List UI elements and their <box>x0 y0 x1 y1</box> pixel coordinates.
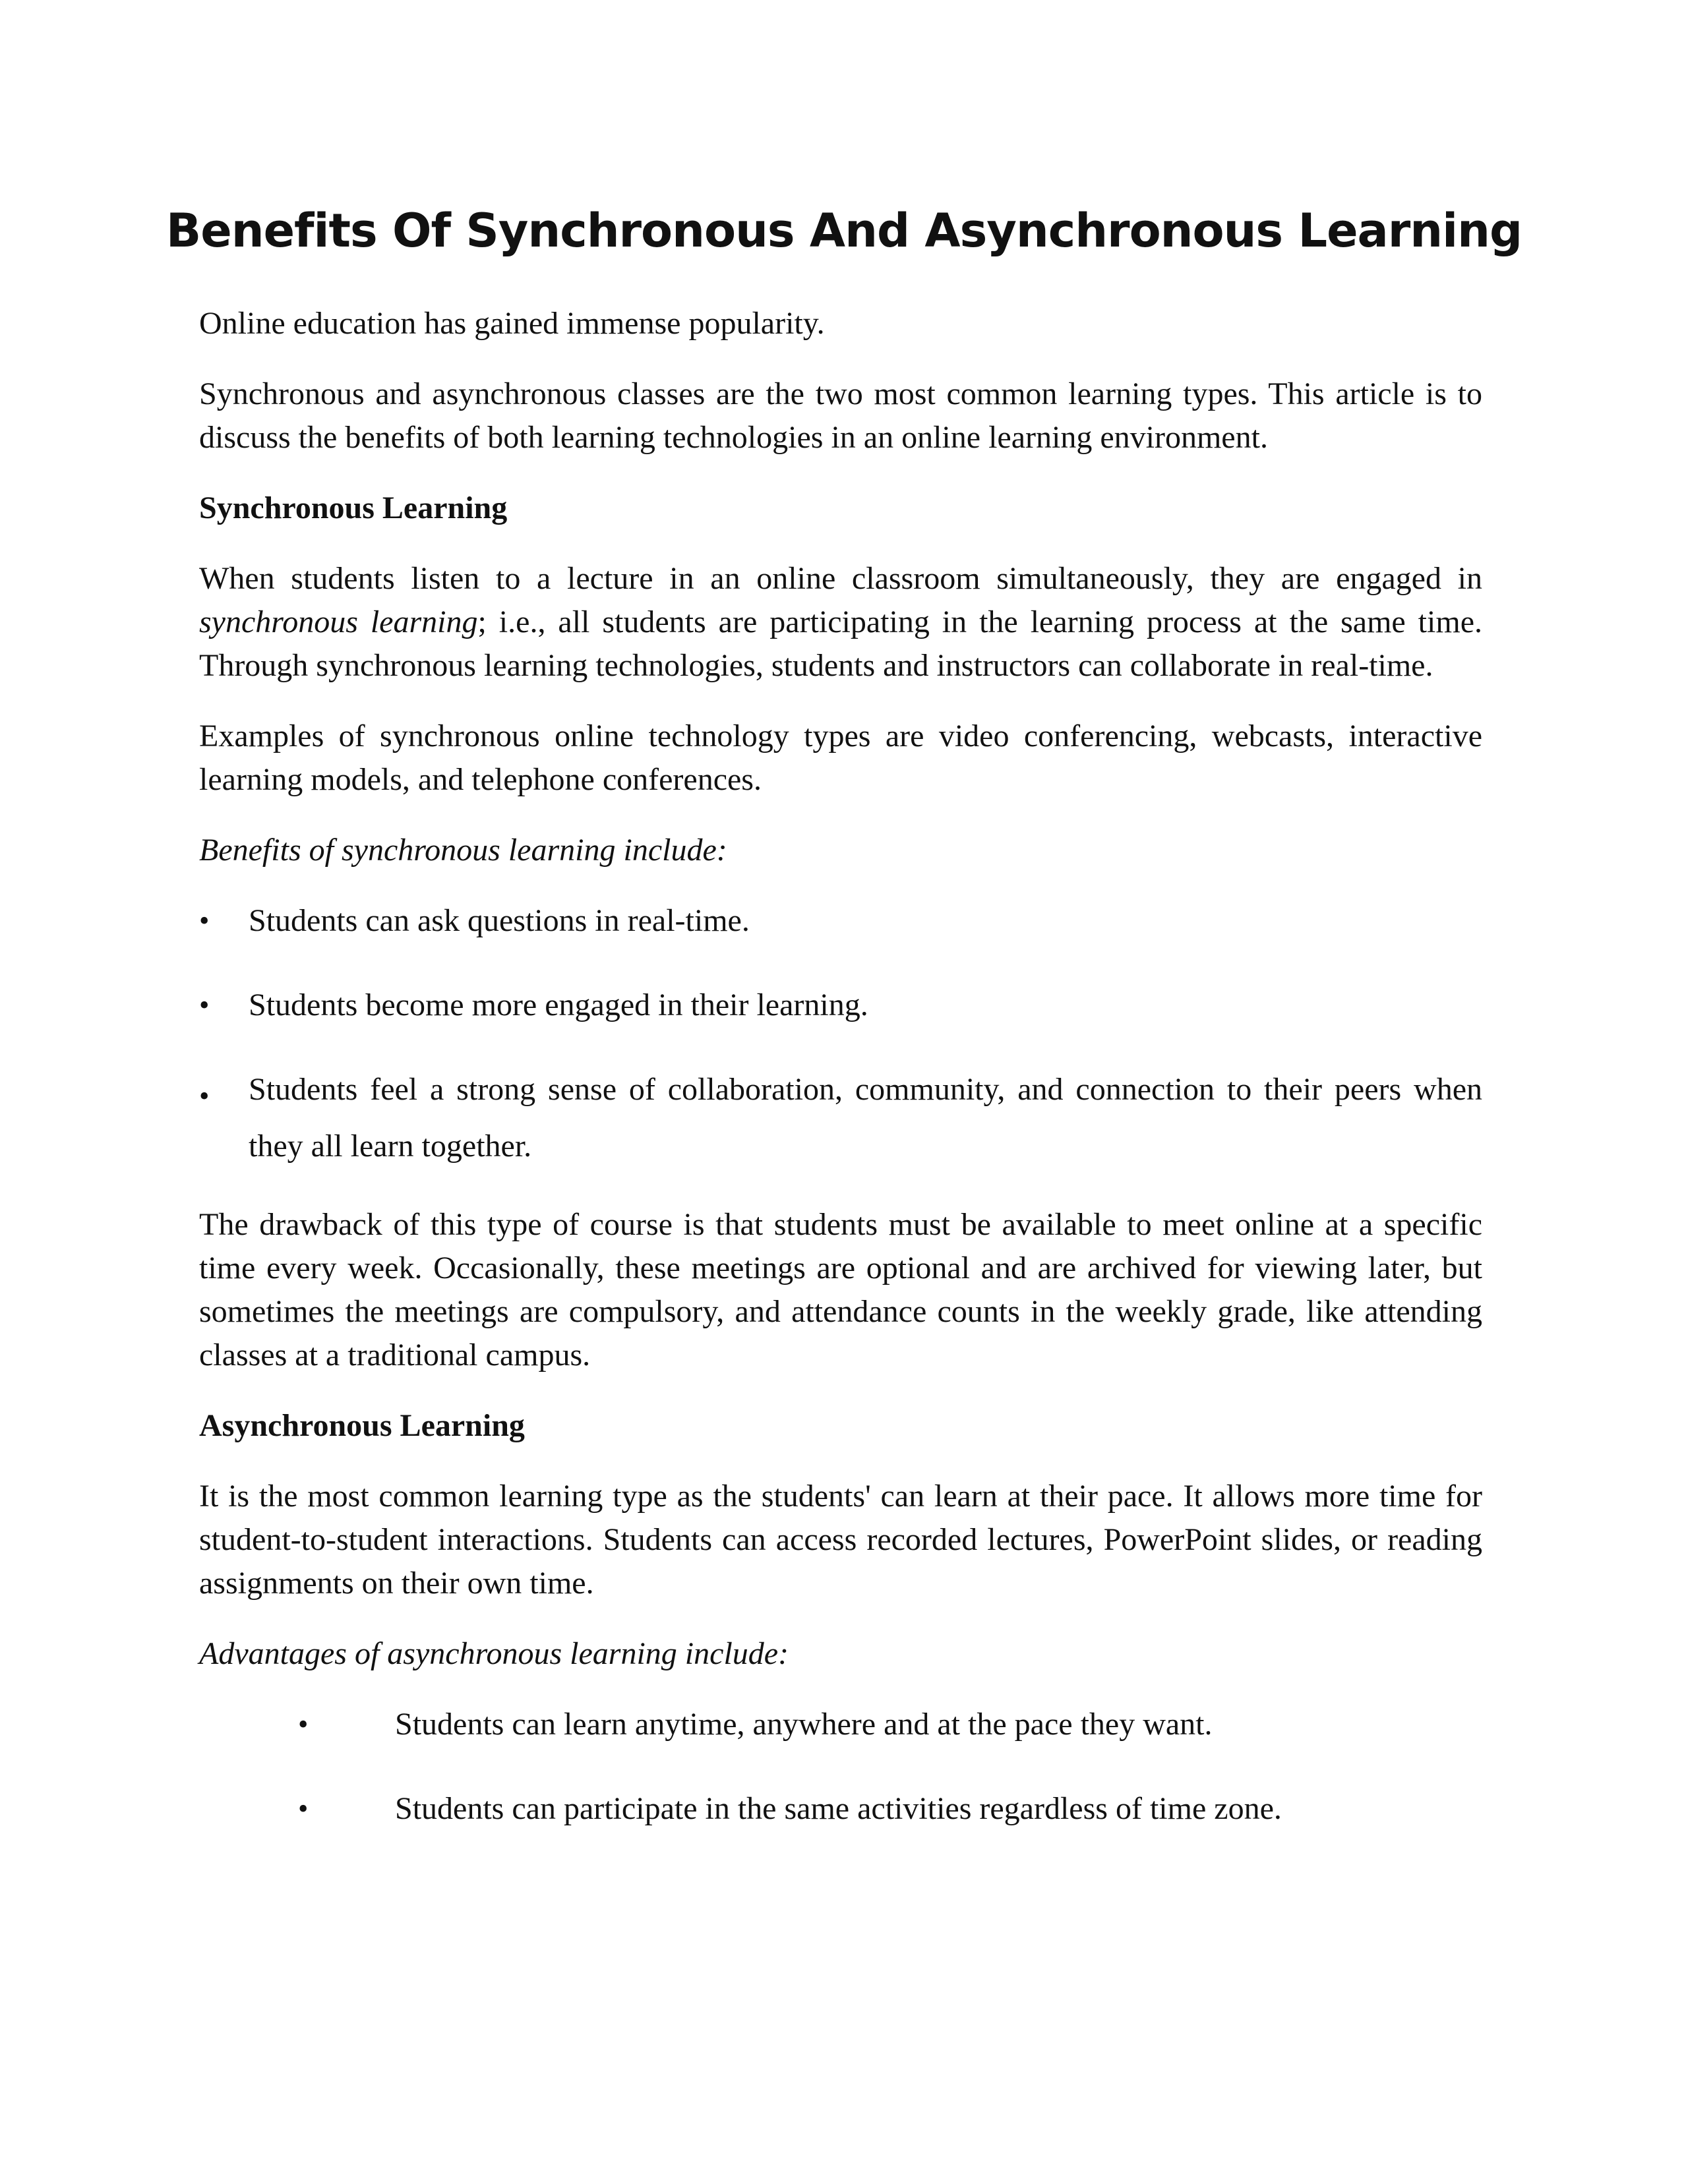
list-item-text: Students feel a strong sense of collaboration, community, and connection to their peers when they all learn together. <box>249 1072 1482 1164</box>
list-item <box>199 899 1482 943</box>
asynchronous-advantages-list <box>199 1703 1482 1831</box>
bullet-icon: • <box>298 1708 309 1740</box>
list-item <box>199 984 1482 1027</box>
asynchronous-paragraph-1: It is the most common learning type as the students' can learn at their pace. It allows more time for student-to-student interactions. Students can access recorded lectures, PowerPoint slides, or reading assignments on their own time. <box>199 1479 1482 1601</box>
synchronous-paragraph-2: Examples of synchronous online technology types are video conferencing, webcasts, interactive learning models, and telephone conferences. <box>199 719 1482 797</box>
bullet-icon: • <box>298 1792 309 1825</box>
intro-paragraph-1: Online education has gained immense popularity. <box>199 306 825 341</box>
list-item-text: Students become more engaged in their learning. <box>249 988 868 1022</box>
bullet-icon: • <box>199 1080 210 1112</box>
synchronous-heading: Synchronous Learning <box>199 490 508 525</box>
synchronous-paragraph-1 <box>199 557 1482 688</box>
list-item-text: Students can participate in the same activities regardless of time zone. <box>395 1791 1282 1826</box>
synchronous-paragraph-1-start: When students listen to a lecture in an online classroom simultaneously, they are engaged in <box>199 561 1482 596</box>
synchronous-benefits-intro: Benefits of synchronous learning include: <box>199 833 727 868</box>
document-body <box>199 302 1482 1872</box>
list-item <box>199 1787 1482 1831</box>
intro-paragraph-2: Synchronous and asynchronous classes are the two most common learning types. This article is to discuss the benefits of both learning technologies in an online learning environment. <box>199 376 1482 455</box>
list-item-text: Students can ask questions in real-time. <box>249 903 750 938</box>
page-title: Benefits Of Synchronous And Asynchronous Learning <box>166 204 1522 258</box>
synchronous-benefits-list <box>199 899 1482 1175</box>
asynchronous-heading: Asynchronous Learning <box>199 1408 525 1443</box>
synchronous-learning-term: synchronous learning <box>199 605 478 639</box>
synchronous-drawback-paragraph: The drawback of this type of course is that students must be available to meet online at a specific time every week. Occasionally, these meetings are optional and are archived for viewing later, but sometimes the meetings are compulsory, and attendance counts in the weekly grade, like attending classes at a traditional campus. <box>199 1207 1482 1372</box>
list-item <box>199 1061 1482 1175</box>
asynchronous-advantages-intro: Advantages of asynchronous learning include: <box>199 1636 789 1671</box>
list-item-text: Students can learn anytime, anywhere and at the pace they want. <box>395 1707 1213 1742</box>
list-item <box>199 1703 1482 1746</box>
synchronous-paragraph-1-end: ; i.e., all students are participating in the learning process at the same time. Through synchronous learning technologies, students and instructors can collaborate in real-time. <box>199 605 1482 683</box>
bullet-icon: • <box>199 904 210 937</box>
bullet-icon: • <box>199 989 210 1021</box>
